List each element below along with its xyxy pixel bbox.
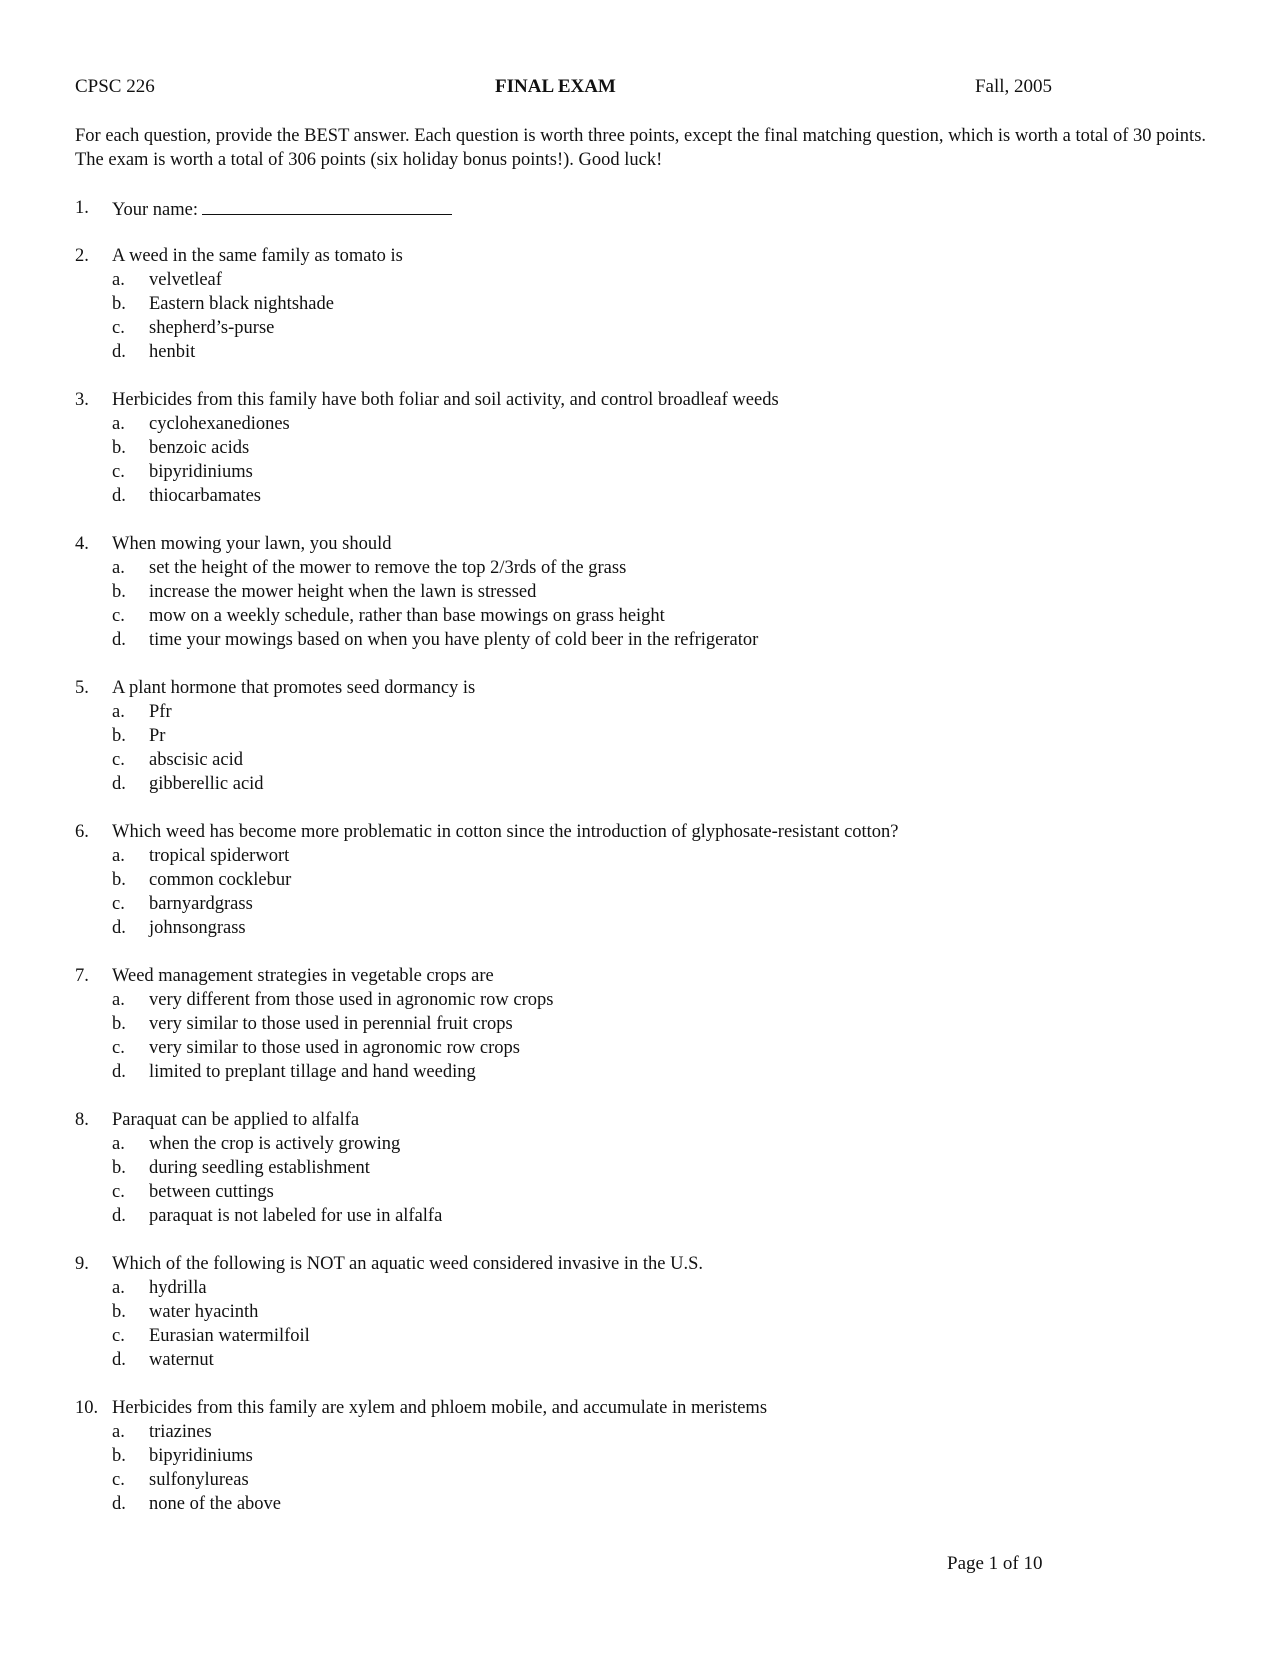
- option-letter: d.: [112, 774, 126, 794]
- question-line: [75, 244, 1215, 268]
- exam-instructions: For each question, provide the BEST answer. Each question is worth three points, except the final matching question, which is worth a total of 30 points. The exam is worth a total of 306 points (six holiday bonus points!). Good luck!: [75, 126, 1207, 170]
- question-text: Which weed has become more problematic in cotton since the introduction of glyphosate-resistant cotton?: [112, 822, 899, 842]
- option-text: very similar to those used in agronomic row crops: [149, 1038, 520, 1058]
- option-text: johnsongrass: [149, 918, 246, 938]
- answer-option: [75, 700, 1215, 724]
- option-text: increase the mower height when the lawn is stressed: [149, 582, 537, 602]
- question-text-wrap: [112, 388, 779, 412]
- question-number: 2.: [75, 246, 89, 266]
- option-text: cyclohexanediones: [149, 414, 290, 434]
- option-text: thiocarbamates: [149, 486, 261, 506]
- option-text: shepherd’s-purse: [149, 318, 275, 338]
- option-text: set the height of the mower to remove the top 2/3rds of the grass: [149, 558, 627, 578]
- answer-option: [75, 1492, 1215, 1516]
- option-text: very different from those used in agronomic row crops: [149, 990, 554, 1010]
- option-text: barnyardgrass: [149, 894, 253, 914]
- option-text: benzoic acids: [149, 438, 250, 458]
- answer-option: [75, 1276, 1215, 1300]
- question-text: Herbicides from this family have both foliar and soil activity, and control broadleaf weeds: [112, 390, 779, 410]
- option-text: time your mowings based on when you have plenty of cold beer in the refrigerator: [149, 630, 759, 650]
- answer-option: [75, 916, 1215, 940]
- question-text-wrap: [112, 1396, 767, 1420]
- option-letter: c.: [112, 462, 125, 482]
- option-letter: c.: [112, 894, 125, 914]
- answer-option: [75, 1348, 1215, 1372]
- question-number: 8.: [75, 1110, 89, 1130]
- exam-term: Fall, 2005: [974, 76, 1052, 97]
- question-7: [75, 964, 1215, 1084]
- option-letter: d.: [112, 1350, 126, 1370]
- option-text: bipyridiniums: [149, 462, 253, 482]
- answer-option: [75, 628, 1215, 652]
- answer-option: [75, 556, 1215, 580]
- option-text: none of the above: [149, 1494, 282, 1514]
- option-text: Eastern black nightshade: [149, 294, 334, 314]
- option-letter: a.: [112, 846, 125, 866]
- answer-option: [75, 1420, 1215, 1444]
- option-text: triazines: [149, 1422, 212, 1442]
- exam-title: FINAL EXAM: [495, 76, 616, 97]
- question-text-wrap: [112, 532, 392, 556]
- answer-option: [75, 292, 1215, 316]
- answer-option: [75, 580, 1215, 604]
- question-text-wrap: [112, 196, 452, 222]
- question-number: 7.: [75, 966, 89, 986]
- question-text: Herbicides from this family are xylem and phloem mobile, and accumulate in meristems: [112, 1398, 768, 1418]
- option-letter: d.: [112, 630, 126, 650]
- option-letter: a.: [112, 1278, 125, 1298]
- option-letter: d.: [112, 342, 126, 362]
- answer-option: [75, 604, 1215, 628]
- course-code: CPSC 226: [75, 76, 155, 97]
- question-8: [75, 1108, 1215, 1228]
- option-letter: b.: [112, 1446, 126, 1466]
- option-letter: a.: [112, 414, 125, 434]
- option-letter: a.: [112, 1422, 125, 1442]
- option-text: tropical spiderwort: [149, 846, 290, 866]
- question-list: [75, 196, 1215, 1540]
- answer-option: [75, 436, 1215, 460]
- option-text: paraquat is not labeled for use in alfalfa: [149, 1206, 443, 1226]
- question-line: [75, 1252, 1215, 1276]
- option-text: limited to preplant tillage and hand weeding: [149, 1062, 476, 1082]
- question-number: 5.: [75, 678, 89, 698]
- answer-option: [75, 844, 1215, 868]
- answer-option: [75, 460, 1215, 484]
- answer-option: [75, 268, 1215, 292]
- option-text: very similar to those used in perennial fruit crops: [149, 1014, 513, 1034]
- answer-option: [75, 1132, 1215, 1156]
- answer-option: [75, 1468, 1215, 1492]
- option-letter: d.: [112, 918, 126, 938]
- question-line: [75, 388, 1215, 412]
- answer-option: [75, 484, 1215, 508]
- option-text: velvetleaf: [149, 270, 222, 290]
- option-letter: b.: [112, 726, 126, 746]
- answer-option: [75, 1300, 1215, 1324]
- option-letter: d.: [112, 1494, 126, 1514]
- question-line: [75, 964, 1215, 988]
- option-letter: c.: [112, 750, 125, 770]
- answer-option: [75, 1012, 1215, 1036]
- option-letter: c.: [112, 318, 125, 338]
- question-line: [75, 1396, 1215, 1420]
- option-text: Eurasian watermilfoil: [149, 1326, 310, 1346]
- option-text: sulfonylureas: [149, 1470, 249, 1490]
- question-line: [75, 196, 1215, 220]
- question-2: [75, 244, 1215, 364]
- question-number: 9.: [75, 1254, 89, 1274]
- option-letter: c.: [112, 1038, 125, 1058]
- question-4: [75, 532, 1215, 652]
- answer-option: [75, 724, 1215, 748]
- option-letter: d.: [112, 486, 126, 506]
- option-letter: c.: [112, 1326, 125, 1346]
- question-9: [75, 1252, 1215, 1372]
- question-number: 3.: [75, 390, 89, 410]
- option-letter: b.: [112, 1014, 126, 1034]
- option-text: during seedling establishment: [149, 1158, 370, 1178]
- option-letter: d.: [112, 1062, 126, 1082]
- answer-option: [75, 892, 1215, 916]
- question-1: [75, 196, 1215, 220]
- question-line: [75, 1108, 1215, 1132]
- option-text: Pr: [149, 726, 166, 746]
- question-number: 6.: [75, 822, 89, 842]
- option-letter: a.: [112, 270, 125, 290]
- question-text: Which of the following is NOT an aquatic weed considered invasive in the U.S.: [112, 1254, 703, 1274]
- option-text: mow on a weekly schedule, rather than base mowings on grass height: [149, 606, 665, 626]
- question-line: [75, 676, 1215, 700]
- option-text: gibberellic acid: [149, 774, 264, 794]
- answer-option: [75, 1036, 1215, 1060]
- question-text-wrap: [112, 964, 494, 988]
- option-letter: a.: [112, 990, 125, 1010]
- question-text-wrap: [112, 820, 899, 844]
- option-letter: a.: [112, 558, 125, 578]
- question-text-wrap: [112, 1108, 359, 1132]
- option-text: Pfr: [149, 702, 172, 722]
- option-letter: b.: [112, 438, 126, 458]
- option-letter: d.: [112, 1206, 126, 1226]
- option-text: waternut: [149, 1350, 214, 1370]
- question-line: [75, 820, 1215, 844]
- question-text: A plant hormone that promotes seed dormancy is: [112, 678, 476, 698]
- answer-option: [75, 988, 1215, 1012]
- option-letter: a.: [112, 702, 125, 722]
- option-text: between cuttings: [149, 1182, 274, 1202]
- option-letter: b.: [112, 1158, 126, 1178]
- page-number: Page 1 of 10: [947, 1553, 1043, 1574]
- question-number: 1.: [75, 198, 89, 218]
- question-6: [75, 820, 1215, 940]
- answer-option: [75, 1180, 1215, 1204]
- question-text: A weed in the same family as tomato is: [112, 246, 403, 266]
- option-text: hydrilla: [149, 1278, 207, 1298]
- question-text: When mowing your lawn, you should: [112, 534, 392, 554]
- answer-option: [75, 1060, 1215, 1084]
- question-number: 10.: [75, 1398, 99, 1418]
- answer-option: [75, 340, 1215, 364]
- answer-option: [75, 1156, 1215, 1180]
- option-text: water hyacinth: [149, 1302, 259, 1322]
- question-text: Weed management strategies in vegetable crops are: [112, 966, 494, 986]
- option-text: when the crop is actively growing: [149, 1134, 401, 1154]
- option-text: henbit: [149, 342, 196, 362]
- answer-option: [75, 1204, 1215, 1228]
- answer-option: [75, 1324, 1215, 1348]
- answer-option: [75, 412, 1215, 436]
- question-text: Your name:: [112, 200, 198, 220]
- question-text: Paraquat can be applied to alfalfa: [112, 1110, 360, 1130]
- answer-option: [75, 868, 1215, 892]
- question-line: [75, 532, 1215, 556]
- answer-option: [75, 1444, 1215, 1468]
- option-letter: a.: [112, 1134, 125, 1154]
- question-3: [75, 388, 1215, 508]
- option-letter: b.: [112, 870, 126, 890]
- question-text-wrap: [112, 244, 403, 268]
- question-number: 4.: [75, 534, 89, 554]
- question-text-wrap: [112, 676, 475, 700]
- option-text: common cocklebur: [149, 870, 292, 890]
- option-text: bipyridiniums: [149, 1446, 253, 1466]
- option-letter: c.: [112, 606, 125, 626]
- answer-option: [75, 748, 1215, 772]
- answer-option: [75, 772, 1215, 796]
- page-header: [75, 76, 1052, 102]
- option-letter: b.: [112, 294, 126, 314]
- option-letter: b.: [112, 1302, 126, 1322]
- question-text-wrap: [112, 1252, 703, 1276]
- option-letter: b.: [112, 582, 126, 602]
- answer-option: [75, 316, 1215, 340]
- option-letter: c.: [112, 1470, 125, 1490]
- question-5: [75, 676, 1215, 796]
- name-blank-line[interactable]: [202, 196, 452, 215]
- option-text: abscisic acid: [149, 750, 243, 770]
- question-10: [75, 1396, 1215, 1516]
- option-letter: c.: [112, 1182, 125, 1202]
